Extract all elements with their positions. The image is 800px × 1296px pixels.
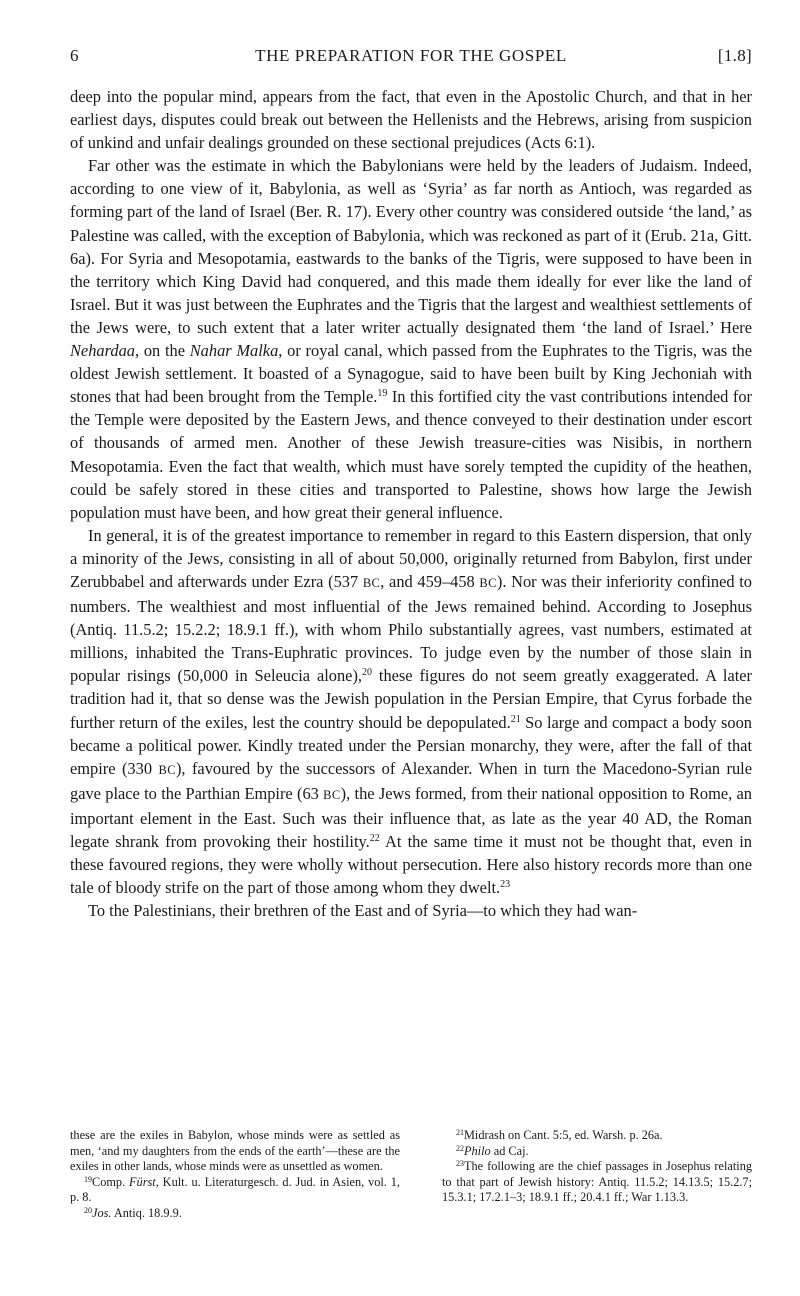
footnote-ref-23[interactable]: 23	[500, 879, 511, 891]
section-reference: [1.8]	[717, 46, 752, 65]
running-title: THE PREPARATION FOR THE GOSPEL	[255, 46, 567, 65]
page-number: 6	[70, 46, 79, 65]
paragraph-2: Far other was the estimate in which the Babylonians were held by the leaders of Judaism. Indeed, according to one view of it, Babylonia, as well as ‘Syria’ as far north as Antioch, was regarded as forming part of the land of Israel (Ber. R. 17). Every other country was considered outside ‘the land,’ as Palestine was called, with the exception of Babylonia, which was reckoned as part of it (Erub. 21a, Gitt. 6a). For Syria and Mesopotamia, eastwards to the banks of the Tigris, were supposed to have been in the territory which King David had conquered, and this made them ideally for ever like the land of Israel. But it was just between the Euphrates and the Tigris that the largest and wealthiest settlements of the Jews were, to such extent that a later writer actually designated them ‘the land of Israel.’ Here Nehardaa, on the Nahar Malka, or royal canal, which passed from the Euphrates to the Tigris, was the oldest Jewish settlement. It boasted of a Synagogue, said to have been built by King Jechoniah with stones that had been brought from the Temple.$^{19}$ In this fortified city the vast contributions intended for the Temple were deposited by the Eastern Jews, and thence conveyed to their destination under escort of thousands of armed men. Another of these Jewish treasure-cities was Nisibis, in northern Mesopotamia. Even the fact that wealth, which must have sorely tempted the cupidity of the heathen, could be safely stored in these cities and transported to Palestine, shows how large the Jewish population must have been, and how great their general influence.	[70, 156, 753, 522]
paragraph-4: To the Palestinians, their brethren of the East and of Syria—to which they had wan-	[88, 901, 638, 921]
page	[70, 40, 752, 922]
footnote-ref-20[interactable]: 20	[362, 667, 373, 679]
footnote-22: $^{22}$Philo ad Caj.	[456, 1143, 529, 1158]
footnote-ref-21[interactable]: 21	[510, 713, 521, 725]
footnotes-right-column	[442, 1128, 752, 1206]
running-header	[70, 40, 752, 72]
place-nehardaa: Nehardaa	[70, 341, 135, 361]
footnotes-left-column	[70, 1128, 400, 1222]
footnote-ref-22[interactable]: 22	[369, 833, 380, 844]
place-nahar-malka: Nahar Malka	[189, 341, 279, 361]
paragraph-1: deep into the popular mind, appears from the fact, that even in the Apostolic Church, and that in her earliest days, disputes could break out between the Hellenists and the Hebrews, arising from suspicion of unkind and unfair dealings grounded on these sectional prejudices (Acts 6:1).	[70, 87, 752, 153]
footnote-ref-19[interactable]: 19	[377, 388, 388, 400]
footnote-20: $^{20}$Jos. Antiq. 18.9.9.	[84, 1205, 182, 1220]
footnote-continuation: these are the exiles in Babylon, whose minds were as settled as men, ‘and my daughters from the ends of the earth’—these are the exiles in other lands, whose minds were as unsettled as women.	[70, 1128, 400, 1174]
footnote-19: $^{19}$Comp. Fürst, Kult. u. Literaturgesch. d. Jud. in Asien, vol. 1, p. 8.	[70, 1174, 400, 1205]
footnote-23: $^{23}$The following are the chief passages in Josephus relating to that part of Jewish history: Antiq. 11.5.2; 14.13.5; 15.2.7; 15.3.1; 17.2.1–3; 18.9.1 ff.; 20.4.1 ff.; War 1.13.3.	[442, 1159, 752, 1205]
footnote-21: $^{21}$Midrash on Cant. 5:5, ed. Warsh. p. 26a.	[456, 1128, 663, 1142]
body-text	[70, 85, 752, 922]
paragraph-3: In general, it is of the greatest importance to remember in regard to this Eastern dispersion, that only a minority of the Jews, consisting in all of about 50,000, originally returned from Babylon, first under Zerubbabel and afterwards under Ezra (537 BC, and 459–458 BC). Nor was their inferiority confined to numbers. The wealthiest and most influential of the Jews remained behind. According to Josephus (Antiq. 11.5.2; 15.2.2; 18.9.1 ff.), with whom Philo substantially agrees, vast numbers, estimated at millions, inhabited the Trans-Euphratic provinces. To judge even by the number of those slain in popular risings (50,000 in Seleucia alone),$^{20}$ these figures do not seem greatly exaggerated. A later tradition had it, that so dense was the Jewish population in the Persian Empire, that Cyrus forbade the further return of the exiles, lest the country should be depopulated.$^{21}$ So large and compact a body soon became a political power. Kindly treated under the Persian monarchy, they were, after the fall of that empire (330 BC), favoured by the successors of Alexander. When in turn the Macedono-Syrian rule gave place to the Parthian Empire (63 BC), the Jews formed, from their national opposition to Rome, an important element in the East. Such was their influence that, as late as the year 40 AD, the Roman legate shrank from provoking their hostility.$^{22}$ At the same time it must not be thought that, even in these favoured regions, they were wholly without persecution. Here also history records more than one tale of bloody strife on the part of those among whom they dwelt.$^{23}$	[70, 525, 753, 898]
